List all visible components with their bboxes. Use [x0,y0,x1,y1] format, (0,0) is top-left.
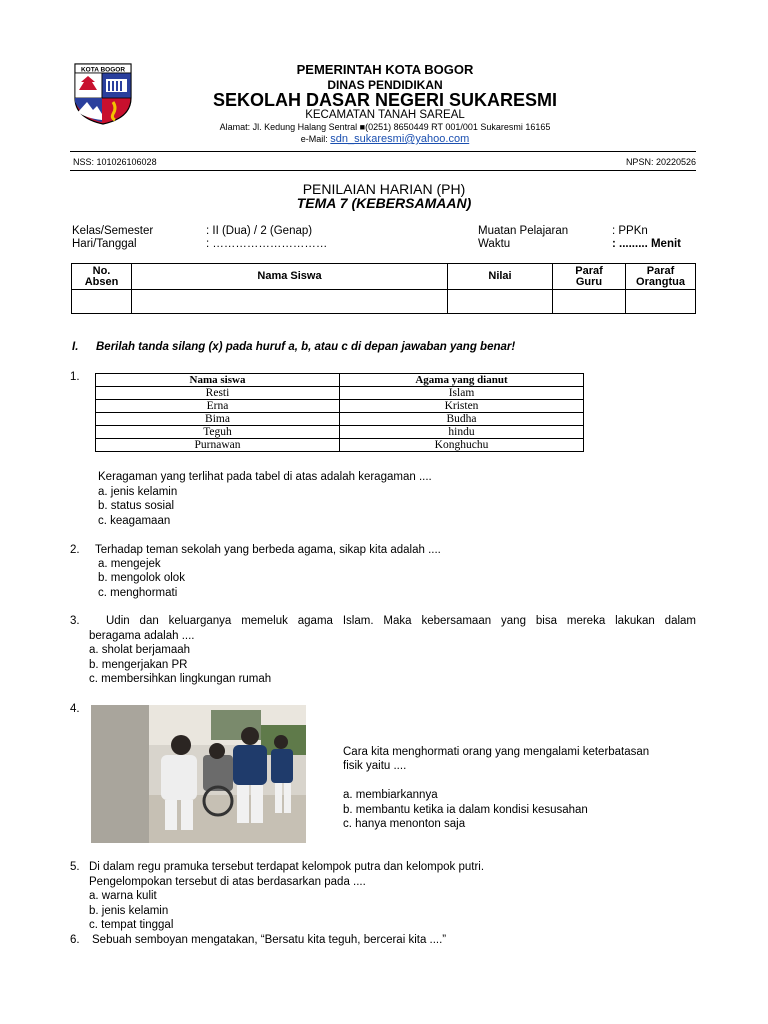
wheelchair-photo [91,705,306,843]
department-name: DINAS PENDIDIKAN [327,78,443,92]
table-cell: Teguh [96,426,340,439]
q2-option-c[interactable]: c. menghormati [98,587,178,599]
table-row [96,439,584,452]
section-instruction: Berilah tanda silang (x) pada huruf a, b, atau c di depan jawaban yang benar! [96,341,516,353]
q3-option-b[interactable]: b. mengerjakan PR [89,659,188,671]
table-cell: Kristen [340,400,584,413]
logo-text: KOTA BOGOR [80,66,126,74]
q3-text-line1: Udin dan keluarganya memeluk agama Islam. Maka kebersamaan yang bisa mereka lakukan dalam [106,615,696,627]
q5-text-line2: Pengelompokan tersebut di atas berdasarkan pada .... [89,876,366,888]
table-cell: Purnawan [96,439,340,452]
col-no-absen-line1: No. [92,264,111,277]
q4-text-line2: fisik yaitu .... [343,760,407,772]
col-nilai: Nilai [448,264,553,290]
exam-title: PENILAIAN HARIAN (PH) [302,181,466,197]
government-name: PEMERINTAH KOTA BOGOR [296,62,474,77]
col-no-absen [72,264,132,290]
col-paraf-ortu-line2: Orangtua [636,275,685,288]
cell-no-absen[interactable] [72,290,132,314]
exam-theme: TEMA 7 (KEBERSAMAAN) [296,195,472,211]
religion-table-header: Agama yang dianut [340,374,584,387]
cell-nama-siswa[interactable] [132,290,448,314]
col-paraf-guru [553,264,626,290]
table-row [96,387,584,400]
q5-number: 5. [70,861,80,873]
q1-text: Keragaman yang terlihat pada tabel di atas adalah keragaman .... [98,471,432,483]
date-value[interactable]: : ………………………… [206,238,328,250]
class-value: : II (Dua) / 2 (Genap) [206,225,313,237]
col-no-absen-line2: Absen [84,275,119,288]
q6-text: Sebuah semboyan mengatakan, “Bersatu kita teguh, bercerai kita ....” [92,934,447,946]
email-label: e-Mail: [300,134,331,144]
q4-option-c[interactable]: c. hanya menonton saja [343,818,466,830]
q3-option-c[interactable]: c. membersihkan lingkungan rumah [89,673,272,685]
q4-text-line1: Cara kita menghormati orang yang mengalami keterbatasan [343,746,650,758]
q5-option-c[interactable]: c. tempat tinggal [89,919,174,931]
score-table [71,263,696,314]
religion-table-header: Nama siswa [96,374,340,387]
q4-number: 4. [70,703,80,715]
table-row [96,426,584,439]
table-cell: Konghuchu [340,439,584,452]
time-label: Waktu [478,238,511,250]
q3-option-a[interactable]: a. sholat berjamaah [89,644,191,656]
q1-option-a[interactable]: a. jenis kelamin [98,486,178,498]
table-cell: Resti [96,387,340,400]
q1-option-b[interactable]: b. status sosial [98,500,175,512]
q1-number: 1. [70,371,80,383]
col-paraf-ortu-line1: Paraf [646,264,675,277]
q3-text-line2: beragama adalah .... [89,630,195,642]
school-name: SEKOLAH DASAR NEGERI SUKARESMI [212,90,558,110]
table-cell: Budha [340,413,584,426]
table-row [96,400,584,413]
school-address: Alamat: Jl. Kedung Halang Sentral ■(0251) 8650449 RT 001/001 Sukaresmi 16165 [219,122,551,132]
col-paraf-guru-line1: Paraf [575,264,603,277]
subject-label: Muatan Pelajaran [478,225,569,237]
table-cell: Bima [96,413,340,426]
nss-number: NSS: 101026106028 [73,157,157,167]
school-logo [73,62,133,126]
q2-option-a[interactable]: a. mengejek [98,558,161,570]
school-email [230,133,540,145]
table-cell: Islam [340,387,584,400]
section-number: I. [72,341,79,353]
header-rule [70,151,696,152]
q2-text: Terhadap teman sekolah yang berbeda agama, sikap kita adalah .... [95,544,441,556]
npsn-number: NPSN: 20220526 [625,157,696,167]
time-value[interactable]: : ......... Menit [612,238,681,250]
cell-paraf-guru[interactable] [553,290,626,314]
subject-value: : PPKn [612,225,648,237]
q5-option-b[interactable]: b. jenis kelamin [89,905,169,917]
district-name: KECAMATAN TANAH SAREAL [305,109,465,121]
q1-option-c[interactable]: c. keagamaan [98,515,171,527]
q4-option-a[interactable]: a. membiarkannya [343,789,438,801]
cell-nilai[interactable] [448,290,553,314]
date-label: Hari/Tanggal [72,238,137,250]
col-paraf-orangtua [626,264,696,290]
q4-option-b[interactable]: b. membantu ketika ia dalam kondisi kesusahan [343,804,588,816]
religion-table [95,373,584,452]
header-rule-bottom [70,170,696,171]
table-cell: Erna [96,400,340,413]
q2-option-b[interactable]: b. mengolok olok [98,572,185,584]
q2-number: 2. [70,544,80,556]
class-label: Kelas/Semester [72,225,154,237]
q5-text-line1: Di dalam regu pramuka tersebut terdapat kelompok putra dan kelompok putri. [89,861,485,873]
q6-number: 6. [70,934,80,946]
table-cell: hindu [340,426,584,439]
col-paraf-guru-line2: Guru [575,275,603,288]
col-nama-siswa: Nama Siswa [132,264,448,290]
table-row [96,413,584,426]
email-link[interactable]: sdn_sukaresmi@yahoo.com [330,133,470,145]
cell-paraf-orangtua[interactable] [626,290,696,314]
q3-number: 3. [70,615,80,627]
q5-option-a[interactable]: a. warna kulit [89,890,157,902]
